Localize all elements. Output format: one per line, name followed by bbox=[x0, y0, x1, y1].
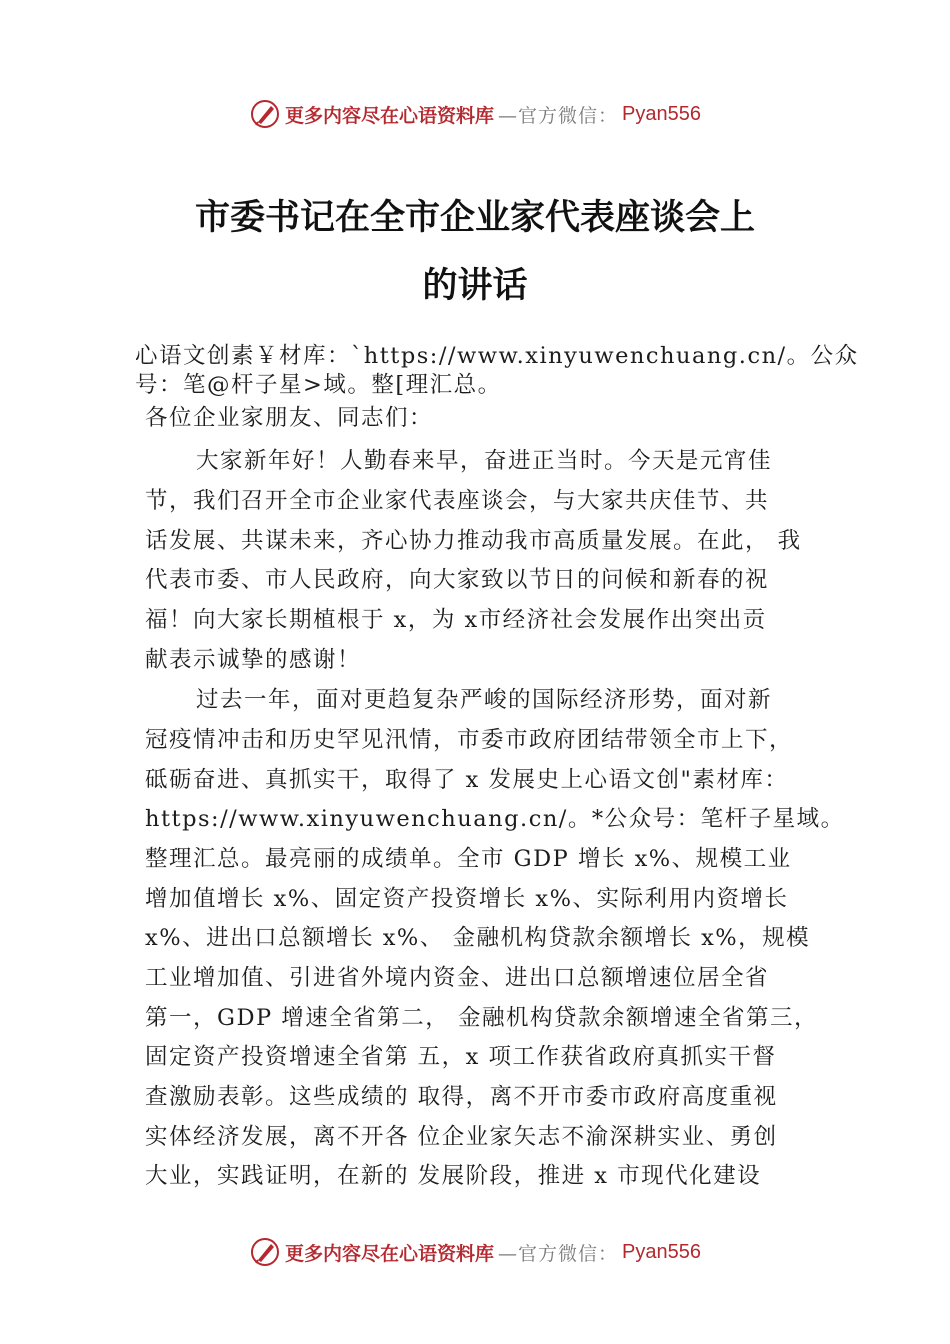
banner-wechat-id: Pyan556 bbox=[622, 102, 701, 125]
body-line: 话发展、共谋未来，齐心协力推动我市高质量发展。在此， 我 bbox=[145, 528, 802, 554]
quill-pen-logo-icon bbox=[249, 1236, 281, 1268]
quill-pen-logo-icon bbox=[249, 98, 281, 130]
body-line: 固定资产投资增速全省第 五，x 项工作获省政府真抓实干督 bbox=[145, 1044, 777, 1070]
body-line: 节，我们召开全市企业家代表座谈会，与大家共庆佳节、共 bbox=[145, 488, 770, 514]
body-line: 过去一年，面对更趋复杂严峻的国际经济形势，面对新 bbox=[196, 687, 773, 713]
body-line: 砥砺奋进、真抓实干，取得了 x 发展史上心语文创"素材库： bbox=[145, 767, 789, 793]
body-line: 查激励表彰。这些成绩的 取得，离不开市委市政府高度重视 bbox=[145, 1084, 778, 1110]
body-line: 冠疫情冲击和历史罕见汛情，市委市政府团结带领全市上下， bbox=[145, 727, 794, 753]
body-line: 第一，GDP 增速全省第二， 金融机构贷款余额增速全省第三， bbox=[145, 1005, 818, 1031]
bottom-banner bbox=[0, 1232, 950, 1272]
body-line: 心语文创素￥材库：`https://www.xinyuwenchuang.cn/。公众 bbox=[135, 343, 859, 369]
document-title-line-1: 市委书记在全市企业家代表座谈会上 bbox=[194, 197, 755, 238]
salutation: 各位企业家朋友、同志们： bbox=[145, 405, 434, 431]
banner-slogan: 更多内容尽在心语资料库 bbox=[285, 1242, 495, 1265]
document-title-line-2: 的讲话 bbox=[422, 265, 528, 306]
body-line: 号：笔@杆子星>域。整[理汇总。 bbox=[135, 372, 502, 398]
banner-wechat-label: —官方微信： bbox=[498, 104, 619, 127]
body-line: 增加值增长 x%、固定资产投资增长 x%、实际利用内资增长 bbox=[145, 886, 789, 912]
banner-wechat-id: Pyan556 bbox=[622, 1240, 701, 1263]
body-line: x%、进出口总额增长 x%、 金融机构贷款余额增长 x%，规模 bbox=[145, 925, 811, 951]
top-banner bbox=[0, 94, 950, 134]
body-line: 实体经济发展，离不开各 位企业家矢志不渝深耕实业、勇创 bbox=[145, 1124, 778, 1150]
body-line: 献表示诚挚的感谢！ bbox=[145, 647, 362, 673]
body-line: 大业，实践证明，在新的 发展阶段，推进 x 市现代化建设 bbox=[145, 1163, 762, 1189]
body-line: https://www.xinyuwenchuang.cn/。*公众号：笔杆子星域。 bbox=[145, 806, 845, 832]
body-line: 工业增加值、引进省外境内资金、进出口总额增速位居全省 bbox=[145, 965, 770, 991]
banner-wechat-label: —官方微信： bbox=[498, 1242, 619, 1265]
banner-slogan: 更多内容尽在心语资料库 bbox=[285, 104, 495, 127]
body-line: 福！向大家长期植根于 x，为 x市经济社会发展作出突出贡 bbox=[145, 607, 767, 633]
body-line: 代表市委、市人民政府，向大家致以节日的问候和新春的祝 bbox=[145, 567, 770, 593]
body-line: 大家新年好！人勤春来早，奋进正当时。今天是元宵佳 bbox=[196, 448, 773, 474]
body-line: 整理汇总。最亮丽的成绩单。全市 GDP 增长 x%、规模工业 bbox=[145, 846, 792, 872]
